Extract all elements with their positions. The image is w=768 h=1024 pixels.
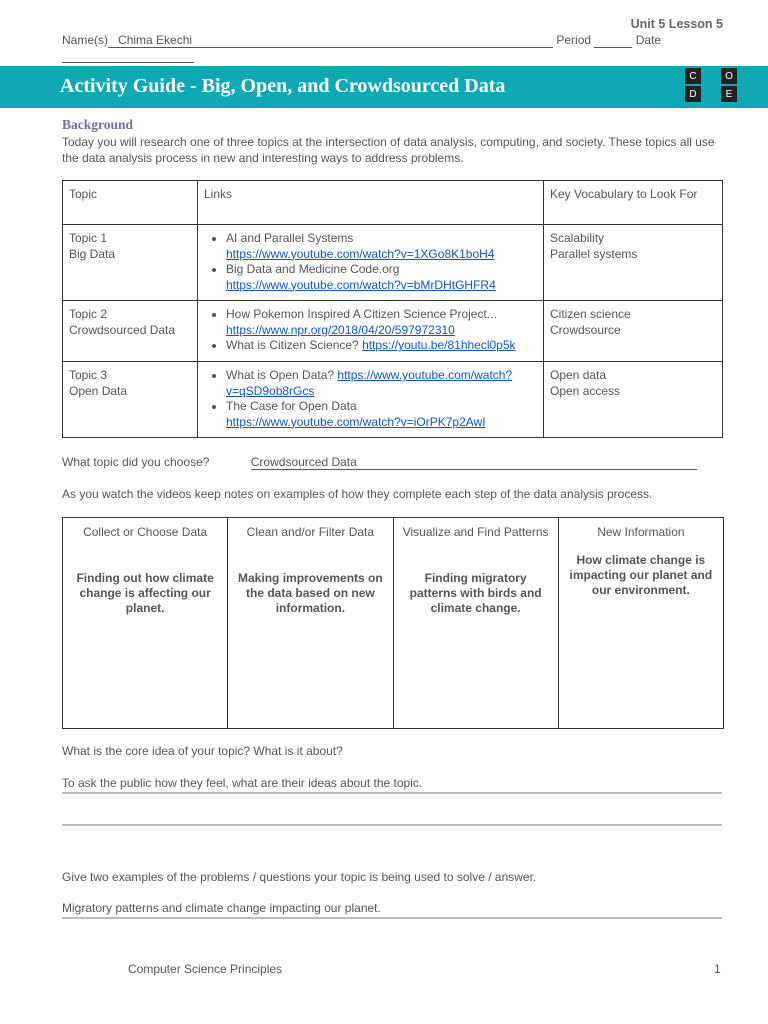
video-link[interactable]: https://www.youtube.com/watch?v=1XGo8K1boH4 [226,246,495,261]
name-label: Name(s) [62,33,109,47]
list-item: • The Case for Open Data https://www.youtube.com/watch?v=iOrPK7p2AwI [226,399,537,430]
links-cell [198,362,544,438]
topic-question: What topic did you choose? [62,455,210,469]
step-visualize-cell[interactable] [393,518,558,729]
header-vocab: Key Vocabulary to Look For [544,181,723,225]
list-item: • How Pokemon Inspired A Citizen Science Project... https://www.npr.org/2018/04/20/597972310 [226,307,537,338]
topic-answer-field[interactable] [251,455,697,470]
step-notes: How climate change is impacting our planet and our environment. [569,553,713,597]
topic-cell: Topic 3 Open Data [63,362,198,438]
date-label: Date [635,33,662,47]
table-row [63,301,723,362]
period-field[interactable] [594,33,632,48]
logo-letter: C [685,68,701,84]
video-link[interactable]: https://youtu.be/81hhecl0p5k [362,338,516,352]
topic-cell: Topic 1 Big Data [63,225,198,301]
step-header: Visualize and Find Patterns [402,525,549,539]
step-header: New Information [597,525,685,539]
video-link[interactable]: https://www.youtube.com/watch?v=qSD9ob8rGcs [226,368,513,398]
step-notes: Finding out how climate change is affecting our planet. [76,571,214,615]
instructions-text: As you watch the videos keep notes on examples of how they complete each step of the data analysis process. [62,487,653,501]
unit-lesson-label: Unit 5 Lesson 5 [630,17,723,31]
list-item: • What is Open Data? https://www.youtube.com/watch?v=qSD9ob8rGcs [226,368,537,399]
examples-answer-field[interactable] [62,901,722,919]
date-field[interactable] [62,62,194,63]
footer-page-number: 1 [714,962,721,976]
period-label: Period [556,33,592,47]
core-idea-answer-line-2[interactable] [62,808,722,826]
examples-question: Give two examples of the problems / questions your topic is being used to solve / answer. [62,870,537,884]
background-text: Today you will research one of three topics at the intersection of data analysis, computing, and society. These topics all use the data analysis process in new and interesting ways to address problems. [62,135,715,165]
logo-letter: E [721,86,737,102]
links-cell [198,301,544,362]
footer-course: Computer Science Principles [128,962,283,976]
list-item: • Big Data and Medicine Code.org https://www.youtube.com/watch?v=bMrDHtGHFR4 [226,262,537,293]
topic-choice-line [62,455,697,470]
examples-answer: Migratory patterns and climate change impacting our planet. [62,901,381,915]
table-row [63,225,723,301]
topic-answer: Crowdsourced Data [250,455,357,469]
table-header-row [63,181,723,225]
header-topic: Topic [63,181,198,225]
vocab-cell: Open data Open access [544,362,723,438]
step-header: Clean and/or Filter Data [246,525,375,539]
name-line [62,33,661,48]
video-link[interactable]: https://www.youtube.com/watch?v=bMrDHtGHFR4 [226,277,496,292]
step-clean-cell[interactable] [228,518,393,729]
links-cell [198,225,544,301]
list-item: • What is Citizen Science? https://youtu.be/81hhecl0p5k [226,338,537,354]
core-idea-answer-field[interactable] [62,776,722,794]
vocab-cell: Citizen science Crowdsource [544,301,723,362]
step-collect-cell[interactable] [63,518,228,729]
list-item: • AI and Parallel Systems https://www.youtube.com/watch?v=1XGo8K1boH4 [226,231,537,262]
core-idea-answer: To ask the public how they feel, what are their ideas about the topic. [62,776,423,790]
step-notes: Finding migratory patterns with birds and climate change. [409,571,542,615]
background-heading: Background [62,117,134,132]
vocab-cell: Scalability Parallel systems [544,225,723,301]
title-banner [0,66,768,108]
video-link[interactable]: https://www.youtube.com/watch?v=iOrPK7p2AwI [226,414,486,429]
step-notes: Making improvements on the data based on new information. [238,571,383,615]
logo-letter: O [721,68,737,84]
data-analysis-table [62,517,724,729]
name-value: Chima Ekechi [118,33,193,47]
topic-cell: Topic 2 Crowdsourced Data [63,301,198,362]
step-new-info-cell[interactable] [558,518,723,729]
page-title: Activity Guide - Big, Open, and Crowdsourced Data [60,75,506,97]
logo-letter: D [685,86,701,102]
code-logo [685,68,737,102]
step-header: Collect or Choose Data [83,525,208,539]
topics-table [62,180,723,438]
core-idea-question: What is the core idea of your topic? What is it about? [62,744,343,758]
table-row [63,362,723,438]
name-field[interactable] [108,33,553,48]
article-link[interactable]: https://www.npr.org/2018/04/20/597972310 [226,322,455,337]
header-links: Links [198,181,544,225]
